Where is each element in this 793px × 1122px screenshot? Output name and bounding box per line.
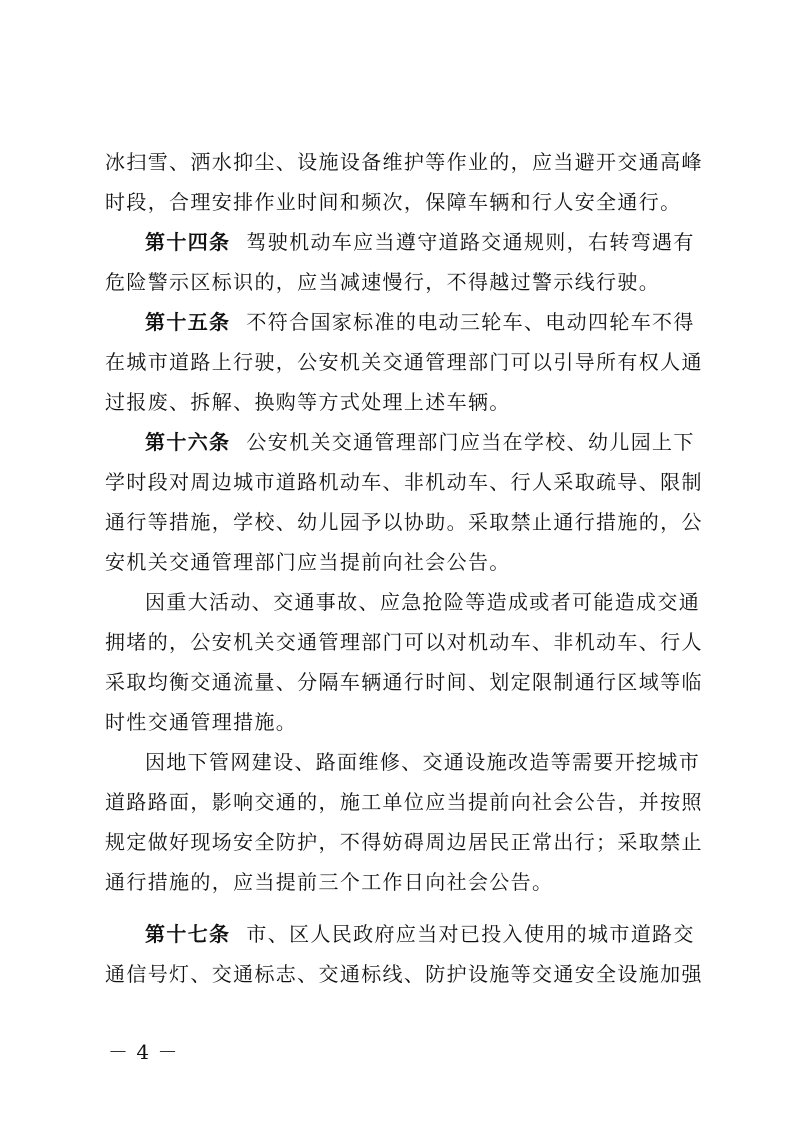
page-number: － 4 － bbox=[108, 1040, 179, 1064]
paragraph-2-line-1: 因重大活动、交通事故、应急抢险等造成或者可能造成交通 bbox=[145, 590, 701, 614]
article-16-line-1: 第十六条 公安机关交通管理部门应当在学校、幼儿园上下 bbox=[145, 430, 695, 454]
paragraph-3-line-4: 通行措施的，应当提前三个工作日向社会公告。 bbox=[105, 870, 554, 894]
article-17-heading: 第十七条 bbox=[145, 922, 231, 946]
article-16-heading: 第十六条 bbox=[145, 430, 231, 454]
article-16-line-4: 安机关交通管理部门应当提前向社会公告。 bbox=[105, 550, 511, 574]
article-15-line-3: 过报废、拆解、换购等方式处理上述车辆。 bbox=[105, 390, 511, 414]
paragraph-2-line-4: 时性交通管理措施。 bbox=[105, 710, 298, 734]
article-16-line-2: 学时段对周边城市道路机动车、非机动车、行人采取疏导、限制 bbox=[105, 470, 703, 494]
body-line-2: 时段，合理安排作业时间和频次，保障车辆和行人安全通行。 bbox=[105, 190, 682, 214]
body-line-1: 冰扫雪、洒水抑尘、设施设备维护等作业的，应当避开交通高峰 bbox=[105, 150, 703, 174]
paragraph-3-line-3: 规定做好现场安全防护，不得妨碍周边居民正常出行；采取禁止 bbox=[105, 830, 703, 854]
paragraph-3-line-1: 因地下管网建设、路面维修、交通设施改造等需要开挖城市 bbox=[145, 750, 701, 774]
article-14-heading: 第十四条 bbox=[145, 230, 231, 254]
article-17-line-1: 第十七条 市、区人民政府应当对已投入使用的城市道路交 bbox=[145, 922, 695, 946]
article-15-heading: 第十五条 bbox=[145, 310, 231, 334]
article-14-line-2: 危险警示区标识的，应当减速慢行，不得越过警示线行驶。 bbox=[105, 270, 661, 294]
article-16-line-3: 通行等措施，学校、幼儿园予以协助。采取禁止通行措施的，公 bbox=[105, 510, 703, 534]
paragraph-2-line-3: 采取均衡交通流量、分隔车辆通行时间、划定限制通行区域等临 bbox=[105, 670, 703, 694]
article-15-line-1: 第十五条 不符合国家标准的电动三轮车、电动四轮车不得 bbox=[145, 310, 695, 334]
article-17-line-2: 通信号灯、交通标志、交通标线、防护设施等交通安全设施加强 bbox=[105, 962, 703, 986]
paragraph-3-line-2: 道路路面，影响交通的，施工单位应当提前向社会公告，并按照 bbox=[105, 790, 703, 814]
article-14-line-1: 第十四条 驾驶机动车应当遵守道路交通规则，右转弯遇有 bbox=[145, 230, 695, 254]
article-15-line-2: 在城市道路上行驶，公安机关交通管理部门可以引导所有权人通 bbox=[105, 350, 703, 374]
paragraph-2-line-2: 拥堵的，公安机关交通管理部门可以对机动车、非机动车、行人 bbox=[105, 630, 703, 654]
